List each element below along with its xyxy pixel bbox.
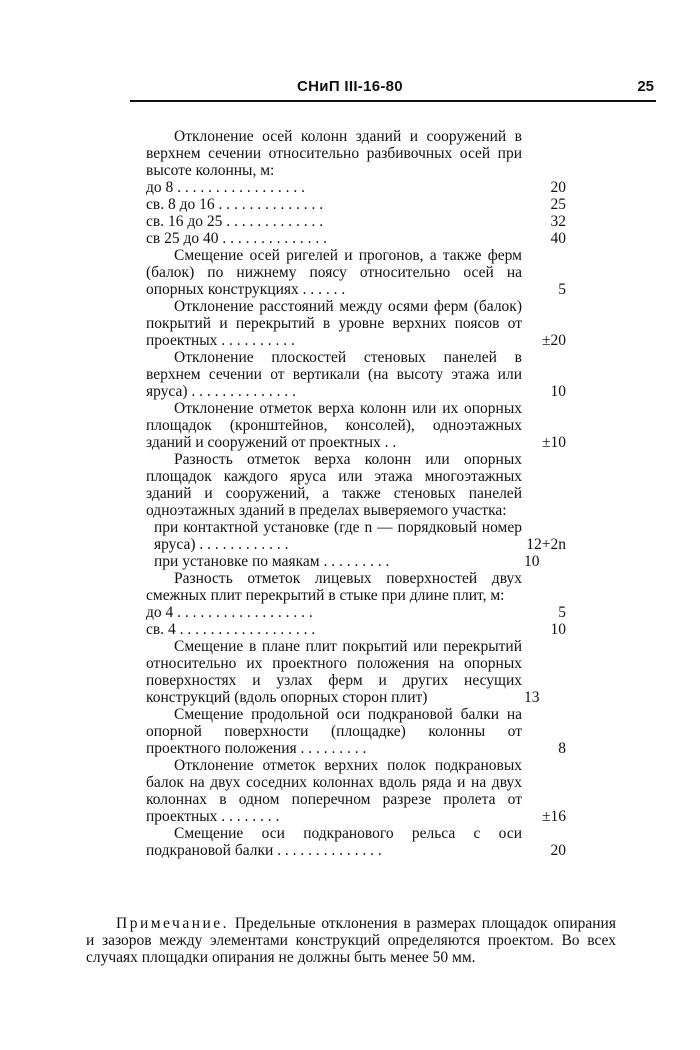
row-value: 10 [550,621,566,638]
row-value: ±10 [541,434,566,451]
row-text: Смещение в плане плит покрытий или перекрытий относительно их проектного положения на опорных поверхностях и узлах ферм и других несущих конструкций (вдоль опорных сторон плит) [146,638,522,706]
row-text: Отклонение отметок верха колонн или их опорных площадок (кронштейнов, консолей), одноэтажных зданий и сооружений от проектных . . [146,400,522,451]
row-text: св 25 до 40 . . . . . . . . . . . . . . [146,230,327,247]
row-text: при контактной установке (где n — порядковый номер яруса) . . . . . . . . . . . . [154,519,522,553]
row-text: св. 4 . . . . . . . . . . . . . . . . . . [146,621,316,638]
row-text: до 4 . . . . . . . . . . . . . . . . . . [146,604,313,621]
table-row [146,128,566,179]
note-text: Предельные отклонения в размерах площадок опирания и зазоров между элементами конструкций определяются проектом. Во всех случаях площадки опирания не должны быть менее 50 мм. [86,915,616,966]
table-row [146,400,566,451]
table-row [146,570,566,604]
table-row [146,638,566,706]
row-value: 13 [524,689,540,706]
row-value: 25 [550,196,566,213]
table-row [146,349,566,400]
table-row [146,553,566,570]
row-value: 10 [524,553,540,570]
row-text: до 8 . . . . . . . . . . . . . . . . . [146,179,306,196]
row-text: Отклонение отметок верхних полок подкрановых балок на двух соседних колоннах вдоль ряда и на двух колоннах в одном поперечном разрезе пролета от проектных . . . . . . . . [146,757,522,825]
row-text: при установке по маякам . . . . . . . . . [154,553,390,570]
table-row [146,213,566,230]
footnote [86,915,616,966]
row-text: св. 8 до 16 . . . . . . . . . . . . . . [146,196,324,213]
table-row [146,825,566,859]
tolerance-table [146,128,566,859]
row-text: Смещение осей ригелей и прогонов, а также ферм (балок) по нижнему поясу относительно осей на опорных конструкциях . . . . . . [146,247,522,298]
row-text: св. 16 до 25 . . . . . . . . . . . . . [146,213,324,230]
row-text: Отклонение плоскостей стеновых панелей в верхнем сечении от вертикали (на высоту этажа или яруса) . . . . . . . . . . . . . . [146,349,522,400]
table-row [146,621,566,638]
row-value: 5 [558,604,566,621]
row-value: 5 [558,281,566,298]
row-value: 20 [550,179,566,196]
row-value: 40 [550,230,566,247]
row-text: Смещение продольной оси подкрановой балки на опорной поверхности (площадке) колонны от проектного положения . . . . . . . . . [146,706,522,757]
table-row [146,604,566,621]
row-text: Отклонение осей колонн зданий и сооружений в верхнем сечении относительно разбивочных осей при высоте колонны, м: [146,128,522,179]
table-row [146,179,566,196]
table-row [146,230,566,247]
table-row [146,757,566,825]
row-value: 20 [550,842,566,859]
table-row [146,451,566,519]
row-text: Разность отметок верха колонн или опорных площадок каждого яруса или этажа многоэтажных зданий и сооружений, а также стеновых панелей одноэтажных зданий в пределах выверяемого участка: [146,451,522,519]
row-text: Отклонение расстояний между осями ферм (балок) покрытий и перекрытий в уровне верхних поясов от проектных . . . . . . . . . . [146,298,522,349]
row-value: ±16 [541,808,566,825]
page-number: 25 [637,78,654,95]
row-text: Разность отметок лицевых поверхностей двух смежных плит перекрытий в стыке при длине плит, м: [146,570,522,604]
row-value: 12+2n [526,536,566,553]
table-row [146,519,566,553]
table-row [146,298,566,349]
header-rule [130,100,656,102]
note-label: Примечание. [116,915,230,932]
running-header-title: СНиП III-16-80 [297,78,403,95]
table-row [146,706,566,757]
table-row [146,196,566,213]
row-value: 32 [550,213,566,230]
row-value: 8 [558,740,566,757]
table-row [146,247,566,298]
row-value: 10 [550,383,566,400]
row-text: Смещение оси подкранового рельса с оси подкрановой балки . . . . . . . . . . . . . . [146,825,522,859]
row-value: ±20 [541,332,566,349]
